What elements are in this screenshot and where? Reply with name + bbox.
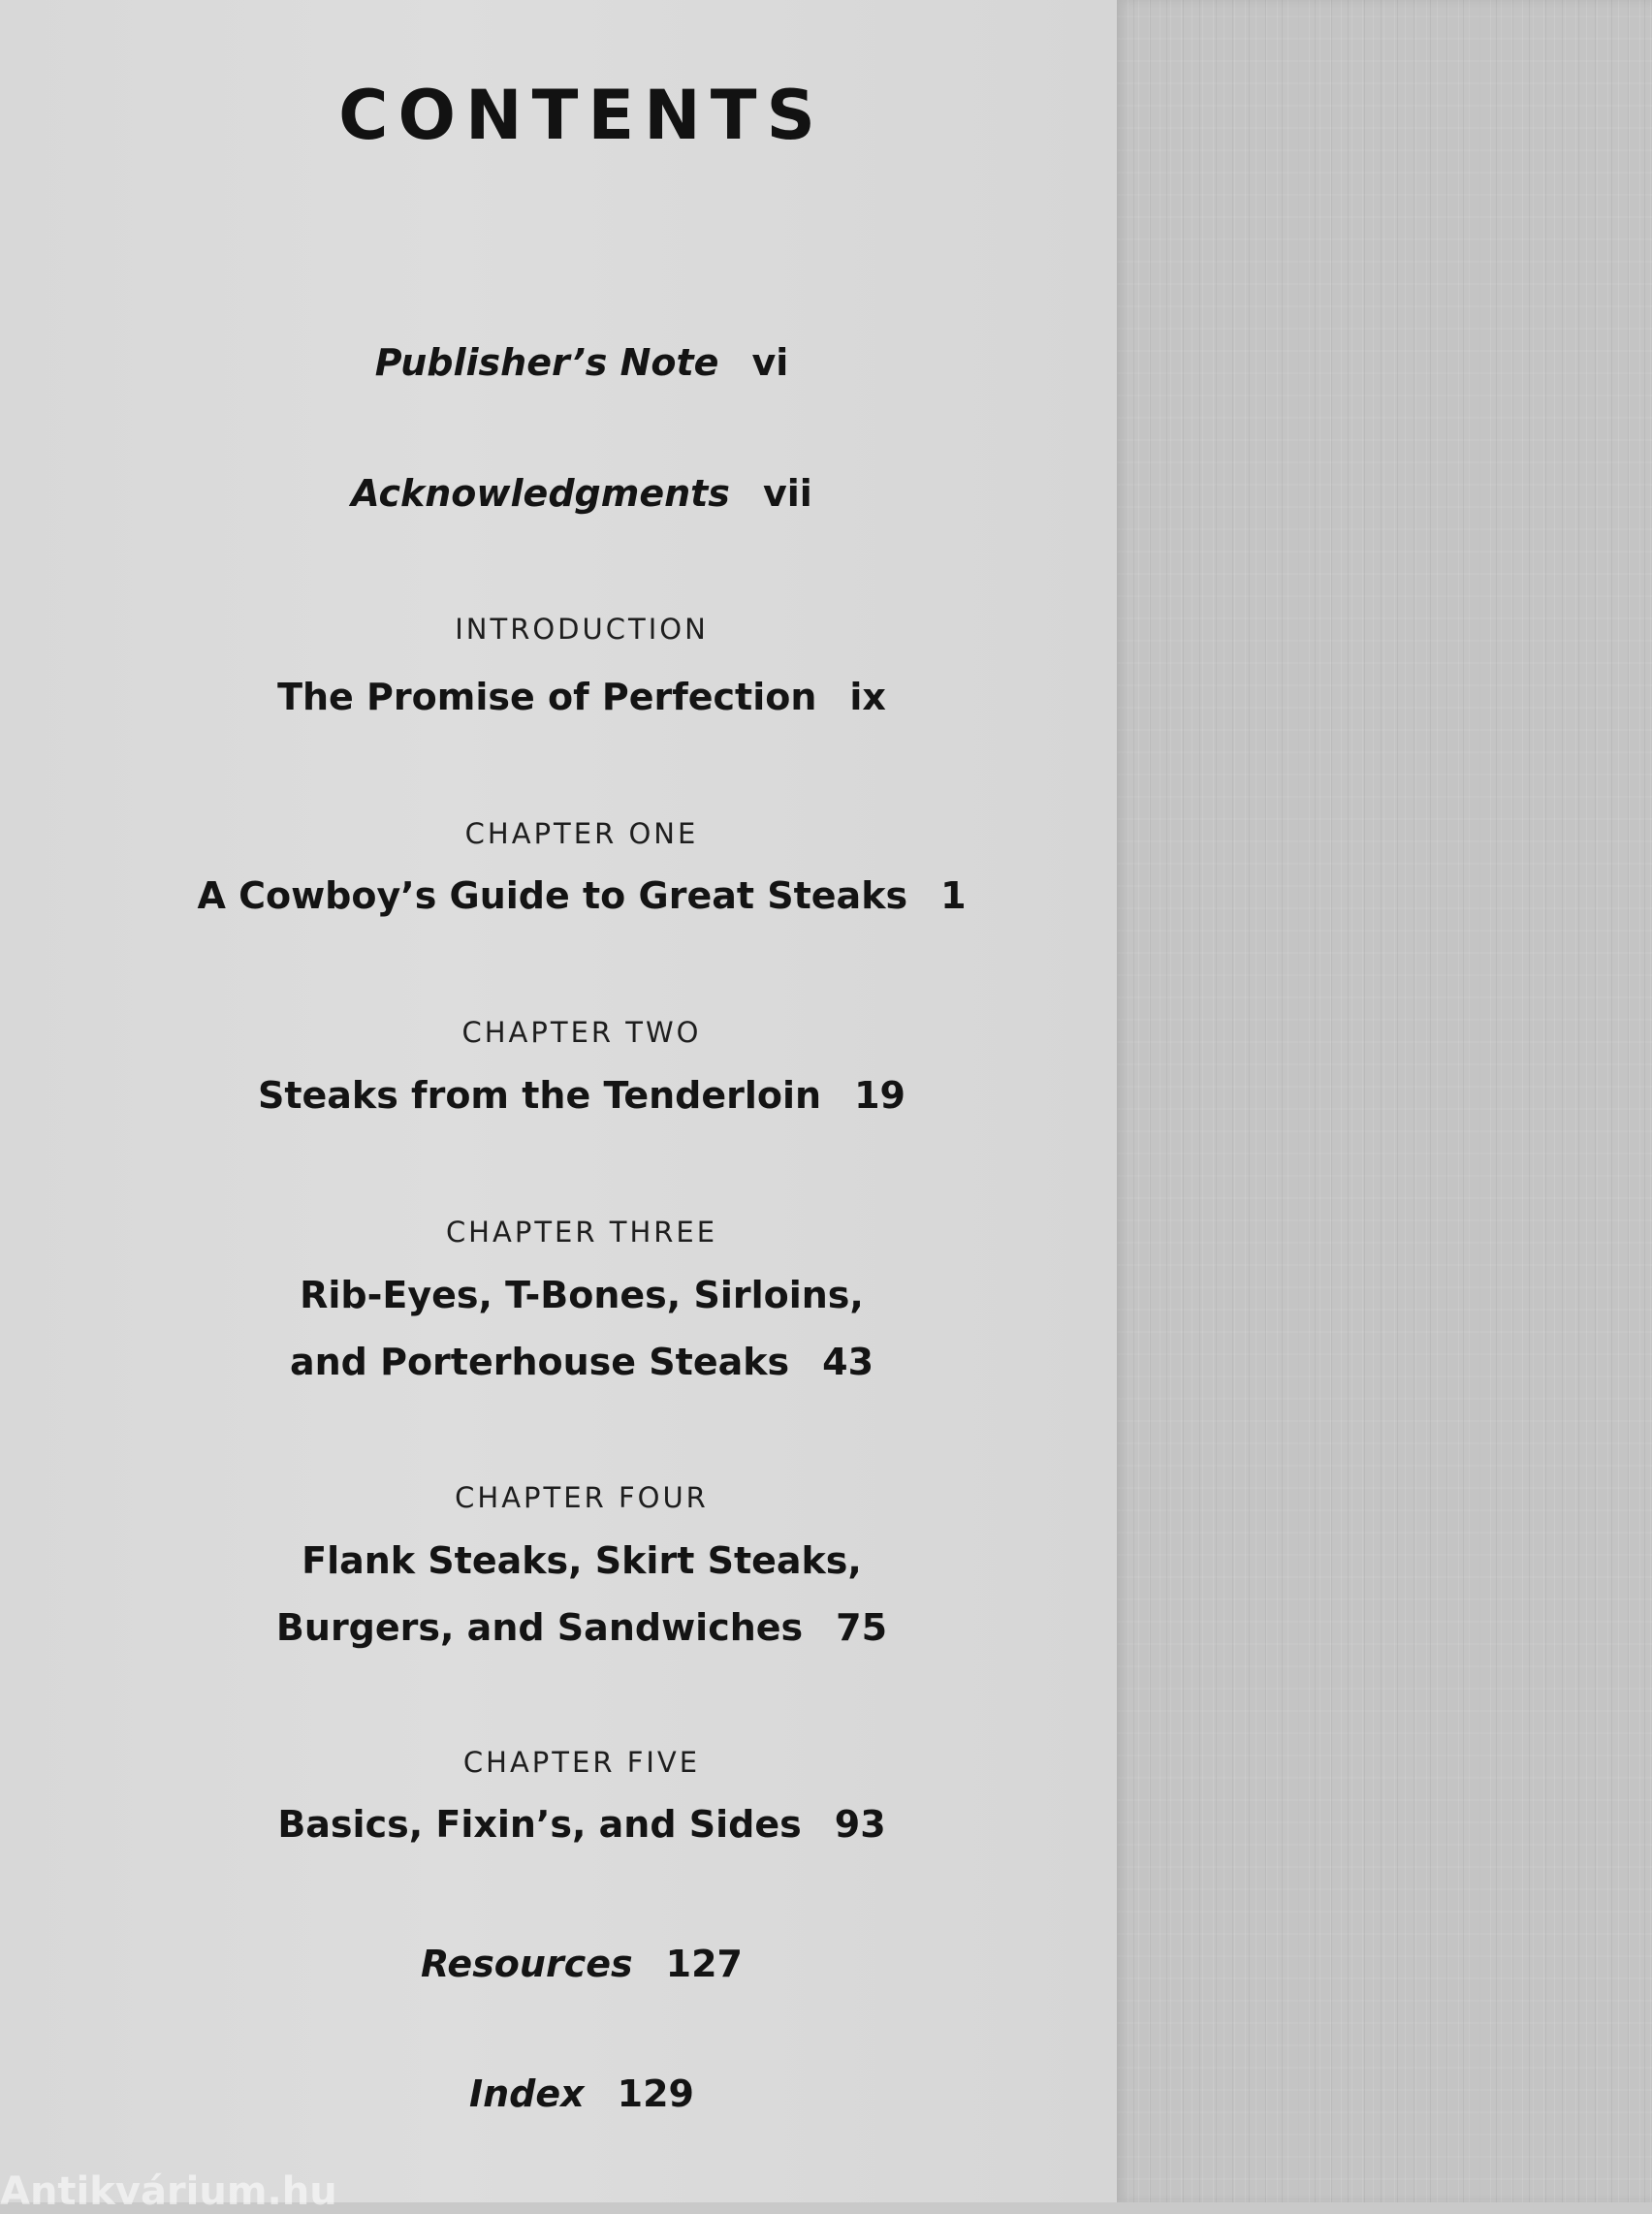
entry-title: Acknowledgments bbox=[351, 472, 730, 515]
toc-entry-chapter-three-line1 bbox=[0, 1274, 1163, 1316]
entry-page-number: 129 bbox=[617, 2072, 694, 2115]
entry-title: The Promise of Perfection bbox=[277, 676, 817, 718]
toc-entry-chapter-two bbox=[0, 1074, 1163, 1117]
toc-entry-publishers-note bbox=[0, 341, 1163, 384]
entry-page-number: 93 bbox=[834, 1803, 886, 1846]
entry-page-number: 75 bbox=[836, 1606, 888, 1649]
entry-page-number: 19 bbox=[854, 1074, 905, 1117]
entry-title: Basics, Fixin’s, and Sides bbox=[277, 1803, 802, 1846]
facing-page-texture bbox=[1117, 0, 1652, 2202]
section-label-chapter-one: CHAPTER ONE bbox=[464, 817, 699, 850]
section-label-chapter-five: CHAPTER FIVE bbox=[462, 1746, 701, 1779]
section-label-introduction: INTRODUCTION bbox=[455, 613, 709, 646]
entry-page-number: vi bbox=[751, 341, 789, 384]
entry-page-number: vii bbox=[762, 472, 812, 515]
toc-entry-index bbox=[0, 2072, 1163, 2115]
entry-page-number: ix bbox=[849, 676, 886, 718]
toc-entry-chapter-one bbox=[0, 874, 1163, 917]
watermark: Antikvárium.hu bbox=[0, 2169, 337, 2214]
entry-title: Index bbox=[468, 2072, 585, 2115]
entry-title: Burgers, and Sandwiches bbox=[275, 1606, 804, 1649]
section-label-chapter-three: CHAPTER THREE bbox=[445, 1216, 718, 1249]
entry-page-number: 43 bbox=[822, 1341, 874, 1383]
page-title: CONTENTS bbox=[338, 76, 825, 155]
entry-title: Resources bbox=[421, 1943, 633, 1985]
entry-title: Steaks from the Tenderloin bbox=[257, 1074, 822, 1117]
toc-entry-introduction bbox=[0, 676, 1163, 718]
entry-title: Rib-Eyes, T-Bones, Sirloins, bbox=[300, 1274, 864, 1316]
toc-entry-resources bbox=[0, 1943, 1163, 1985]
entry-title: and Porterhouse Steaks bbox=[289, 1341, 790, 1383]
entry-page-number: 127 bbox=[665, 1943, 743, 1985]
toc-entry-chapter-four-line1 bbox=[0, 1539, 1163, 1582]
entry-title: Flank Steaks, Skirt Steaks, bbox=[302, 1539, 862, 1582]
entry-title: Publisher’s Note bbox=[374, 341, 719, 384]
section-label-chapter-four: CHAPTER FOUR bbox=[455, 1481, 709, 1514]
toc-entry-chapter-four-line2 bbox=[0, 1606, 1163, 1649]
entry-title: A Cowboy’s Guide to Great Steaks bbox=[197, 874, 908, 917]
entry-page-number: 1 bbox=[940, 874, 967, 917]
toc-entry-acknowledgments bbox=[0, 472, 1163, 515]
section-label-chapter-two: CHAPTER TWO bbox=[461, 1016, 702, 1049]
toc-entry-chapter-five bbox=[0, 1803, 1163, 1846]
toc-entry-chapter-three-line2 bbox=[0, 1341, 1163, 1383]
